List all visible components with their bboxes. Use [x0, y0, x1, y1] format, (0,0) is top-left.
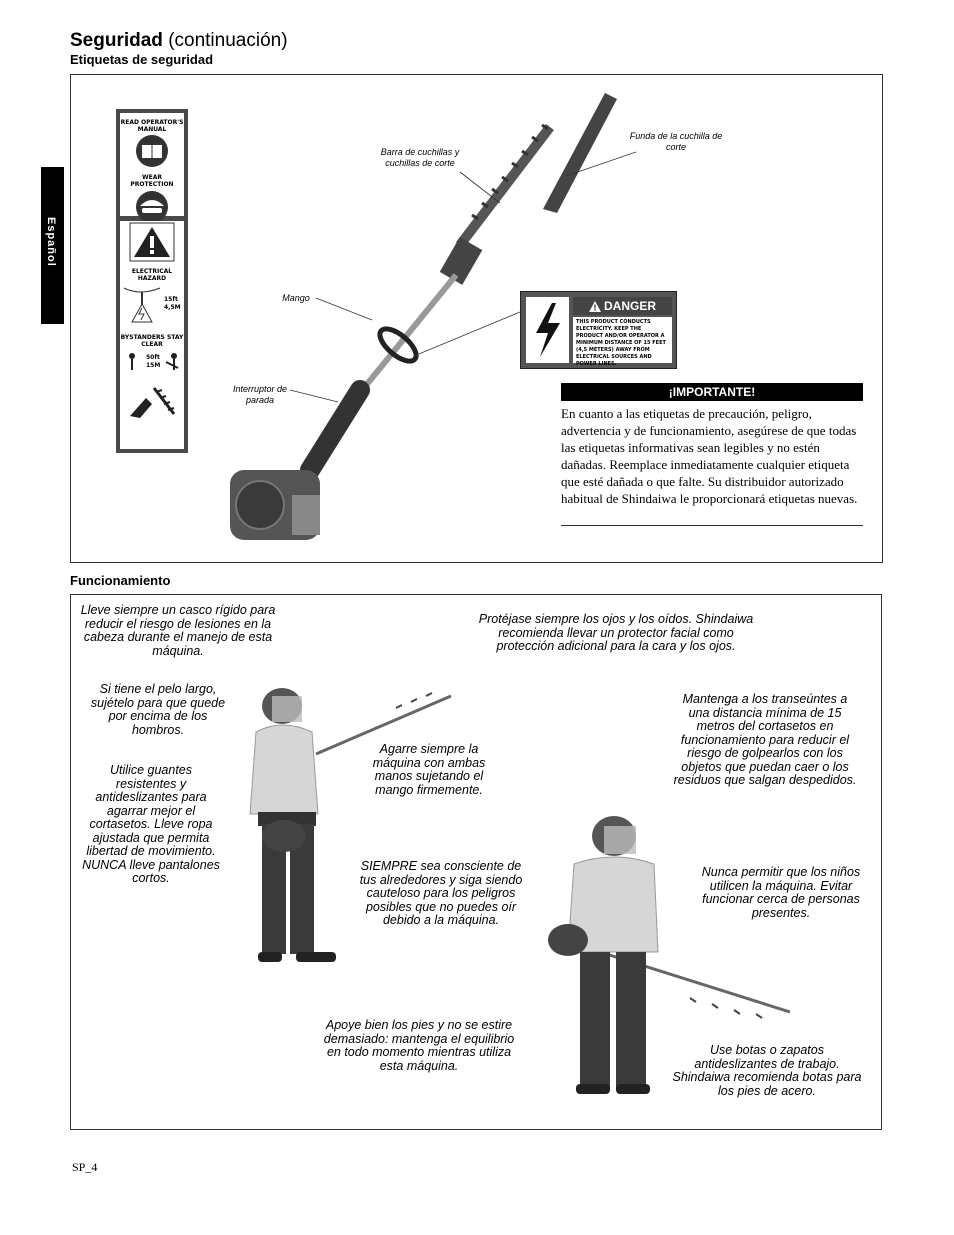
- op-helmet: Lleve siempre un casco rígido para reducir el riesgo de lesiones en la cabeza durante el manejo de esta máquina.: [80, 603, 276, 658]
- callout-blade-cover: Funda de la cuchilla de corte: [629, 131, 723, 152]
- important-text: En cuanto a las etiquetas de precaución, peligro, advertencia y de funcionamiento, asegúrese de que todas las etiquetas informativas sean legibles y no estén dañadas. Reemplace inmediatamente cualquier etiqueta que esté dañada o que falte. Su distribuidor autorizado habitual de Shindaiwa le proporcionará etiquetas nuevas.: [561, 406, 858, 506]
- op-hair: Si tiene el pelo largo, sujételo para que quede por encima de los hombros.: [90, 682, 226, 737]
- label-bystanders: BYSTANDERS STAY CLEAR: [120, 334, 184, 348]
- op-children: Nunca permitir que los niños utilicen la máquina. Evitar funcionar cerca de personas presentes.: [701, 865, 861, 920]
- callout-stop-switch: Interruptor de parada: [232, 384, 288, 405]
- page-title-bold: Seguridad: [70, 30, 163, 51]
- op-aware: SIEMPRE sea consciente de tus alrededores y siga siendo cauteloso para los peligros posibles que no puedes oír debido a la máquina.: [359, 859, 523, 927]
- danger-text: THIS PRODUCT CONDUCTS ELECTRICITY. KEEP THE PRODUCT AND/OR OPERATOR A MINIMUM DISTANCE OF 15 FEET (4,5 METERS) AWAY FROM ELECTRICAL SOURCES AND POWER LINES.: [573, 317, 672, 363]
- label-distance-15m: 15M: [146, 362, 161, 369]
- language-tab-label: Español: [45, 217, 57, 267]
- lightning-bolt-icon: [526, 297, 569, 363]
- danger-heading: [573, 297, 672, 315]
- section-title-labels: Etiquetas de seguridad: [70, 52, 214, 67]
- callout-blade-bar: Barra de cuchillas y cuchillas de corte: [380, 147, 460, 168]
- label-distance-50ft: 50ft: [146, 354, 160, 361]
- callout-handle: Mango: [282, 293, 310, 303]
- section-title-operation: Funcionamiento: [70, 573, 171, 588]
- danger-triangle-icon: [589, 301, 601, 312]
- label-read-manual: READ OPERATOR'S MANUAL: [120, 119, 184, 133]
- important-rule: [561, 525, 863, 526]
- op-grip: Agarre siempre la máquina con ambas manos sujetando el mango firmemente.: [372, 742, 486, 797]
- op-bystanders: Mantenga a los transeúntes a una distancia mínima de 15 metros del cortasetos en funcionamiento para reducir el riesgo de golpearlos con los objetos que puedan caer o los residuos que salgan despedidos.: [673, 692, 857, 787]
- op-eyes: Protéjase siempre los ojos y los oídos. Shindaiwa recomienda llevar un protector facial como protección adicional para la cara y los ojos.: [478, 612, 754, 653]
- page-title-rest: (continuación): [168, 30, 288, 51]
- danger-heading-text: DANGER: [603, 299, 656, 313]
- label-electrical-hazard: ELECTRICAL HAZARD: [131, 268, 173, 282]
- label-distance-ft: 15ft: [164, 296, 178, 303]
- label-wear-protection: WEAR PROTECTION: [130, 174, 174, 188]
- op-feet: Apoye bien los pies y no se estire demasiado: mantenga el equilibrio en todo momento mientras utiliza esta máquina.: [323, 1018, 515, 1073]
- op-gloves: Utilice guantes resistentes y antideslizantes para agarrar mejor el cortasetos. Lleve ropa ajustada que permita libertad de movimiento. NUNCA lleve pantalones cortos.: [82, 763, 220, 885]
- danger-label: [520, 291, 677, 369]
- page-number: SP_4: [72, 1160, 98, 1174]
- important-heading: ¡IMPORTANTE!: [561, 383, 863, 401]
- label-distance-m: 4,5M: [164, 304, 181, 311]
- op-boots: Use botas o zapatos antideslizantes de trabajo. Shindaiwa recomienda botas para los pies de acero.: [672, 1043, 862, 1098]
- danger-bolt-panel: [526, 297, 569, 363]
- callout-leaders: [0, 0, 954, 600]
